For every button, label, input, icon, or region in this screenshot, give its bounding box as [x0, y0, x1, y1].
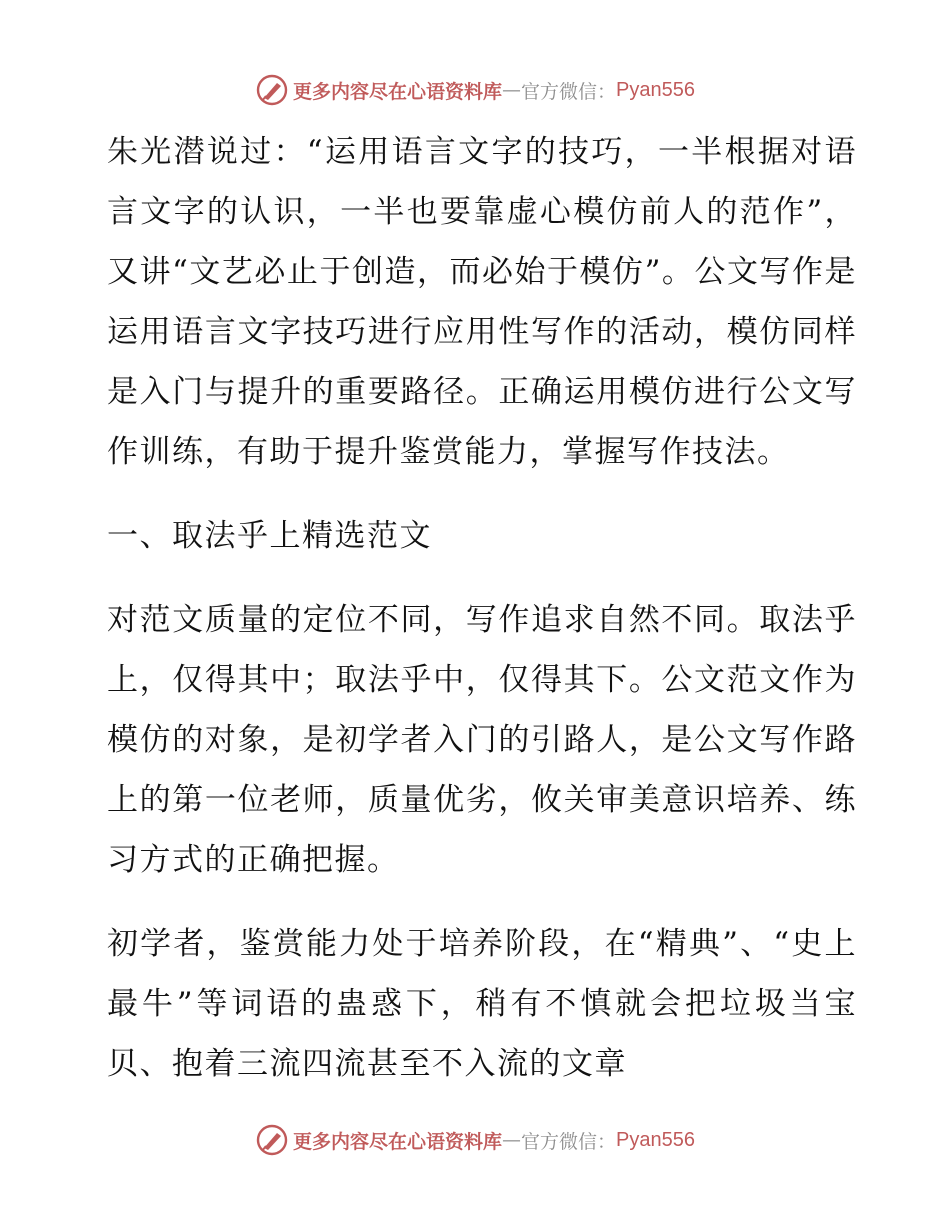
watermark-wechat-id: Pyan556	[616, 1128, 695, 1151]
watermark-brand-text: 更多内容尽在心语资料库	[293, 1130, 503, 1153]
paragraph-intro: 朱光潜说过：“运用语言文字的技巧，一半根据对语言文字的认识，一半也要靠虚心模仿前人的范作”，又讲“文艺必止于创造，而必始于模仿”。公文写作是运用语言文字技巧进行应用性写作的活动，模仿同样是入门与提升的重要路径。正确运用模仿进行公文写作训练，有助于提升鉴赏能力，掌握写作技法。	[107, 134, 857, 470]
watermark-label: 官方微信：	[521, 80, 617, 103]
quill-pen-logo-icon	[255, 1123, 289, 1157]
watermark-label: 官方微信：	[521, 1130, 617, 1153]
watermark-dash: —	[502, 1129, 522, 1151]
paragraph-beginners: 初学者，鉴赏能力处于培养阶段，在“精典”、“史上最牛”等词语的蛊惑下，稍有不慎就会把垃圾当宝贝、抱着三流四流甚至不入流的文章	[107, 926, 857, 1082]
paragraph-quality: 对范文质量的定位不同，写作追求自然不同。取法乎上，仅得其中；取法乎中，仅得其下。公文范文作为模仿的对象，是初学者入门的引路人，是公文写作路上的第一位老师，质量优劣，攸关审美意识培养、练习方式的正确把握。	[107, 602, 857, 878]
watermark-brand-text: 更多内容尽在心语资料库	[293, 80, 503, 103]
watermark-wechat-id: Pyan556	[616, 78, 695, 101]
footer-watermark	[0, 1120, 950, 1160]
watermark-dash: —	[502, 79, 522, 101]
section-heading: 一、取法乎上精选范文	[107, 518, 432, 554]
document-body	[97, 122, 857, 1094]
header-watermark	[0, 70, 950, 110]
quill-pen-logo-icon	[255, 73, 289, 107]
